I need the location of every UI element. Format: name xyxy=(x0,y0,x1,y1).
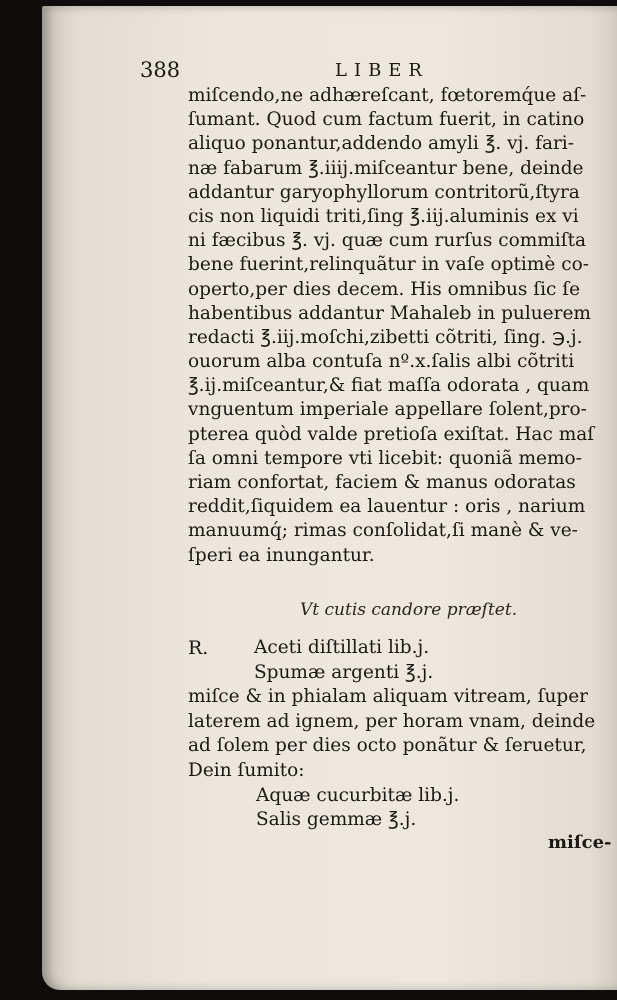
catchword: miſce- xyxy=(548,832,612,853)
instruction-line: ad ſolem per dies octo ponãtur & ſeruetur, xyxy=(188,735,587,757)
recipe-block xyxy=(188,636,613,833)
text-line: ſumant. Quod cum factum fuerit, in catino xyxy=(188,109,585,131)
text-line: cis non liquidi triti,ſing ℥.iij.aluminis ex vi xyxy=(188,205,579,227)
text-line: ſa omni tempore vti licebit: quoniã memo- xyxy=(188,447,582,469)
page-number: 388 xyxy=(140,58,181,82)
text-line: vnguentum imperiale appellare ſolent,pro- xyxy=(188,399,587,421)
text-line: næ fabarum ℥.iiij.miſceantur bene, deinde xyxy=(188,157,584,179)
recipe-mark: R. xyxy=(188,637,209,659)
text-line: bene fuerint,relinquãtur in vaſe optimè co- xyxy=(188,254,589,276)
text-line: operto,per dies decem. His omnibus ſic ſe xyxy=(188,278,581,300)
text-line: miſcendo,ne adhæreſcant, fœtoremq́ue aſ- xyxy=(188,85,587,106)
page-header xyxy=(140,58,580,84)
text-line: redacti ℥.iij.moſchi,zibetti cõtriti, ſing. ℈.j. xyxy=(188,326,583,348)
text-line: ouorum alba contuſa nº.x.ſalis albi cõtriti xyxy=(188,351,575,373)
text-line: ℥.ij.miſceantur,& fiat maſſa odorata , quam xyxy=(188,375,590,397)
text-line: addantur garyophyllorum contritorũ,ſtyra xyxy=(188,181,580,203)
ingredient-line: Aquæ cucurbitæ lib.j. xyxy=(256,784,460,806)
ingredient-line: Aceti diſtillati lib.j. xyxy=(254,637,430,658)
ingredient-line: Spumæ argenti ℥.j. xyxy=(254,661,434,683)
instruction-line: Dein ſumito: xyxy=(188,759,305,781)
text-line: habentibus addantur Mahaleb in puluerem xyxy=(188,302,591,324)
text-line: riam confortat, faciem & manus odoratas xyxy=(188,472,576,493)
main-text-block xyxy=(188,84,608,568)
instruction-line: laterem ad ignem, per horam vnam, deinde xyxy=(188,710,596,732)
text-line: ſperi ea inungantur. xyxy=(188,544,375,566)
instruction-line: miſce & in phialam aliquam vitream, ſuper xyxy=(188,686,589,708)
text-line: manuumq́; rimas conſolidat,ſi manè & ve- xyxy=(188,520,578,542)
text-line: aliquo ponantur,addendo amyli ℥. vj. fari- xyxy=(188,133,574,155)
text-line: ni fæcibus ℥. vj. quæ cum rurſus commiſta xyxy=(188,230,587,252)
section-heading: Vt cutis candore præſtet. xyxy=(300,600,518,620)
text-line: reddit,ſiquidem ea lauentur : oris , narium xyxy=(188,496,586,518)
text-line: pterea quòd valde pretioſa exiſtat. Hac maſ xyxy=(188,423,595,445)
ingredient-line: Salis gemmæ ℥.j. xyxy=(256,809,417,831)
running-head: LIBER xyxy=(335,60,429,81)
